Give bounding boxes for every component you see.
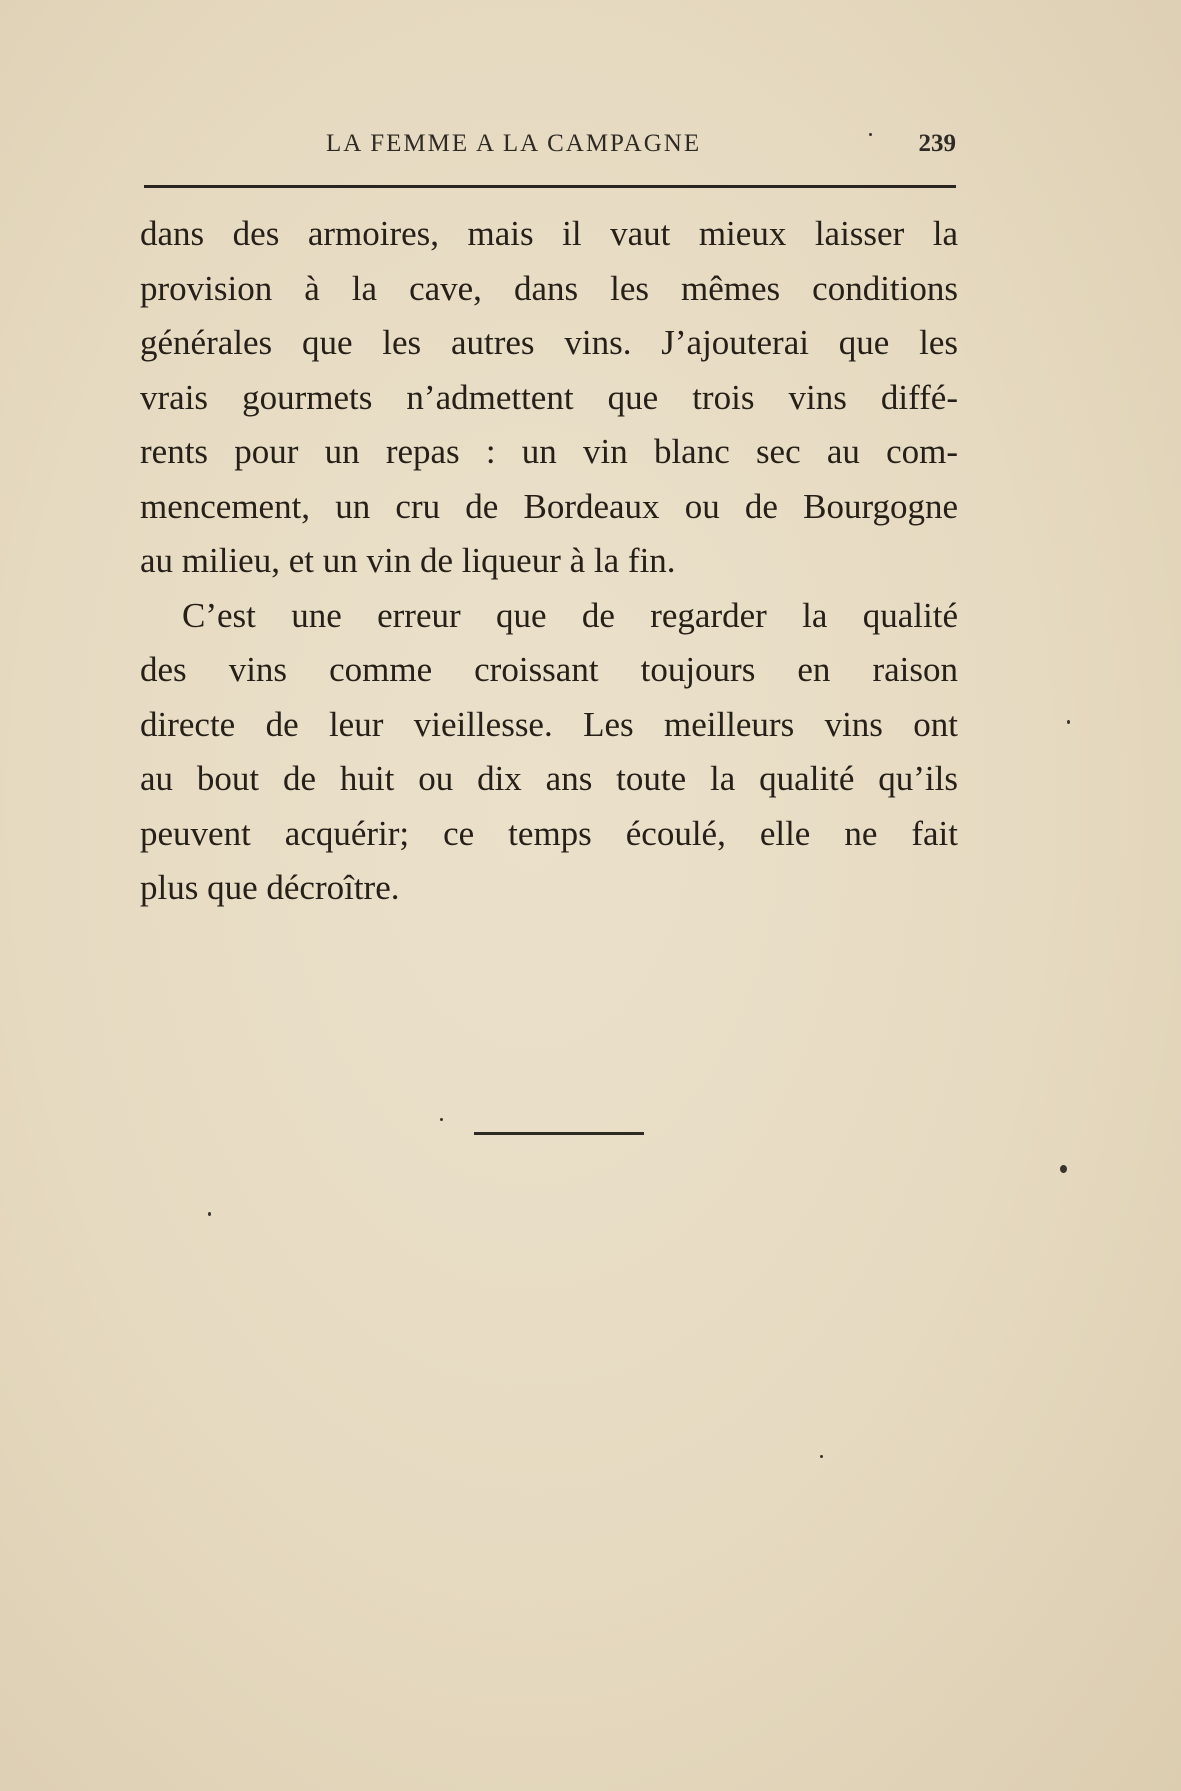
ink-speck xyxy=(1060,1165,1067,1173)
body-text xyxy=(140,207,958,916)
paragraph-start-line: C’est une erreur que de regarder la qualité xyxy=(182,595,958,635)
header-rule xyxy=(144,185,956,188)
text-line: au milieu, et un vin de liqueur à la fin. xyxy=(140,541,676,580)
ink-speck xyxy=(440,1118,443,1121)
text-line: vrais gourmets n’admettent que trois vins diffé- xyxy=(140,377,958,417)
text-line: plus que décroître. xyxy=(140,868,400,907)
text-line: au bout de huit ou dix ans toute la qualité qu’ils xyxy=(140,759,958,798)
ink-speck xyxy=(869,133,872,136)
chapter-end-rule xyxy=(474,1132,644,1135)
text-line: mencement, un cru de Bordeaux ou de Bourgogne xyxy=(140,486,958,526)
text-line: directe de leur vieillesse. Les meilleurs vins ont xyxy=(140,704,958,744)
page-header xyxy=(140,124,956,164)
text-line: dans des armoires, mais il vaut mieux laisser la xyxy=(140,214,958,253)
text-line: peuvent acquérir; ce temps écoulé, elle ne fait xyxy=(140,813,958,853)
text-line: rents pour un repas : un vin blanc sec au com- xyxy=(140,432,958,471)
text-line: provision à la cave, dans les mêmes conditions xyxy=(140,268,958,308)
ink-speck xyxy=(1067,720,1070,724)
text-line: générales que les autres vins. J’ajouterai que les xyxy=(140,323,958,362)
ink-speck xyxy=(208,1212,211,1216)
text-line: des vins comme croissant toujours en raison xyxy=(140,650,958,689)
running-title: LA FEMME A LA CAMPAGNE xyxy=(326,130,702,157)
ink-speck xyxy=(820,1455,823,1458)
page-number: 239 xyxy=(918,130,956,157)
